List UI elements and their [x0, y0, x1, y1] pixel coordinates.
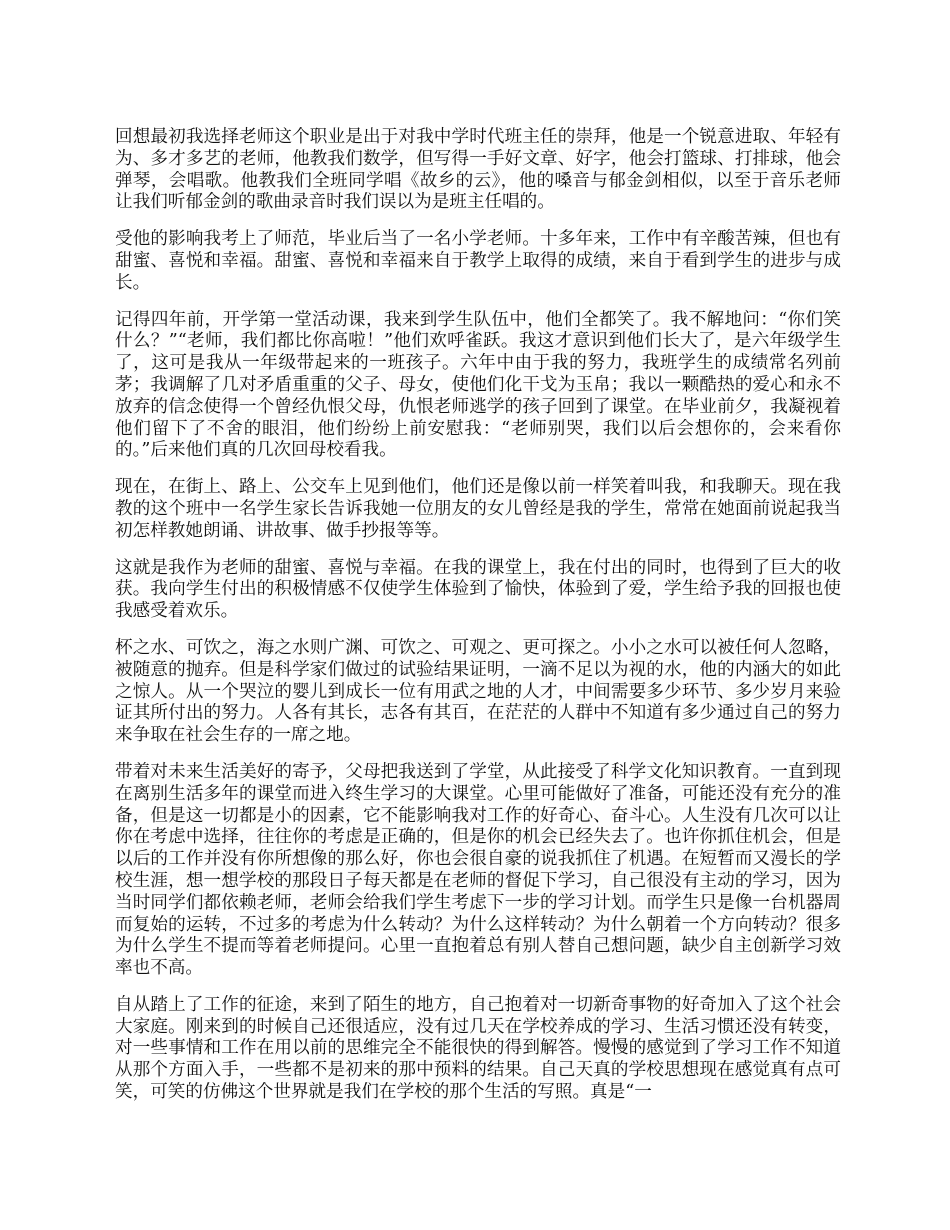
- paragraph-8: 自从踏上了工作的征途，来到了陌生的地方，自己抱着对一切新奇事物的好奇加入了这个社会大家庭。刚来到的时候自己还很适应，没有过几天在学校养成的学习、生活习惯还没有转变，对一些事情和工作在用以前的思维完全不能很快的得到解答。慢慢的感觉到了学习工作不知道从那个方面入手，一些都不是初来的那中预料的结果。自己天真的学校思想现在感觉真有点可笑，可笑的仿佛这个世界就是我们在学校的那个生活的写照。真是“一: [115, 994, 841, 1103]
- paragraph-7: 带着对未来生活美好的寄予，父母把我送到了学堂，从此接受了科学文化知识教育。一直到现在离别生活多年的课堂而进入终生学习的大课堂。心里可能做好了准备，可能还没有充分的准备，但是这一切都是小的因素，它不能影响我对工作的好奇心、奋斗心。人生没有几次可以让你在考虑中选择，往往你的考虑是正确的，但是你的机会已经失去了。也许你抓住机会，但是以后的工作并没有你所想像的那么好，你也会很自豪的说我抓住了机遇。在短暂而又漫长的学校生涯，想一想学校的那段日子每天都是在老师的督促下学习，自己很没有主动的学习，因为当时同学们都依赖老师，老师会给我们学生考虑下一步的学习计划。而学生只是像一台机器周而复始的运转，不过多的考虑为什么转动？为什么这样转动？为什么朝着一个方向转动？很多为什么学生不提而等着老师提问。心里一直抱着总有别人替自己想问题，缺少自主创新学习效率也不高。: [115, 761, 841, 979]
- paragraph-1: 回想最初我选择老师这个职业是出于对我中学时代班主任的崇拜，他是一个锐意进取、年轻有为、多才多艺的老师，他教我们数学，但写得一手好文章、好字，他会打篮球、打排球，他会弹琴，会唱歌。他教我们全班同学唱《故乡的云》，他的嗓音与郁金剑相似，以至于音乐老师让我们听郁金剑的歌曲录音时我们误以为是班主任唱的。: [115, 127, 841, 213]
- paragraph-4: 现在，在街上、路上、公交车上见到他们，他们还是像以前一样笑着叫我，和我聊天。现在我教的这个班中一名学生家长告诉我她一位朋友的女儿曾经是我的学生，常常在她面前说起我当初怎样教她朗诵、讲故事、做手抄报等等。: [115, 477, 841, 541]
- paragraph-2: 受他的影响我考上了师范，毕业后当了一名小学老师。十多年来，工作中有辛酸苦辣，但也有甜蜜、喜悦和幸福。甜蜜、喜悦和幸福来自于教学上取得的成绩，来自于看到学生的进步与成长。: [115, 229, 841, 293]
- paragraph-5: 这就是我作为老师的甜蜜、喜悦与幸福。在我的课堂上，我在付出的同时，也得到了巨大的收获。我向学生付出的积极情感不仅使学生体验到了愉快，体验到了爱，学生给予我的回报也使我感受着欢乐。: [115, 557, 841, 622]
- paragraph-6: 杯之水、可饮之，海之水则广渊、可饮之、可观之、更可探之。小小之水可以被任何人忽略，被随意的抛弃。但是科学家们做过的试验结果证明，一滴不足以为视的水，他的内涵大的如此之惊人。从一个哭泣的婴儿到成长一位有用武之地的人才，中间需要多少环节、多少岁月来验证其所付出的努力。人各有其长，志各有其百，在茫茫的人群中不知道有多少通过自己的努力来争取在社会生存的一席之地。: [115, 637, 841, 746]
- paragraph-3: 记得四年前，开学第一堂活动课，我来到学生队伍中，他们全都笑了。我不解地问：“你们笑什么？”“老师，我们都比你高啦！”他们欢呼雀跃。我这才意识到他们长大了，是六年级学生了，这可是我从一年级带起来的一班孩子。六年中由于我的努力，我班学生的成绩常名列前茅；我调解了几对矛盾重重的父子、母女，使他们化干戈为玉帛；我以一颗酷热的爱心和永不放弃的信念使得一个曾经仇恨父母，仇恨老师逃学的孩子回到了课堂。在毕业前夕，我凝视着他们留下了不舍的眼泪，他们纷纷上前安慰我：“老师别哭，我们以后会想你的，会来看你的。”后来他们真的几次回母校看我。: [115, 309, 841, 461]
- document-body: [115, 127, 841, 1119]
